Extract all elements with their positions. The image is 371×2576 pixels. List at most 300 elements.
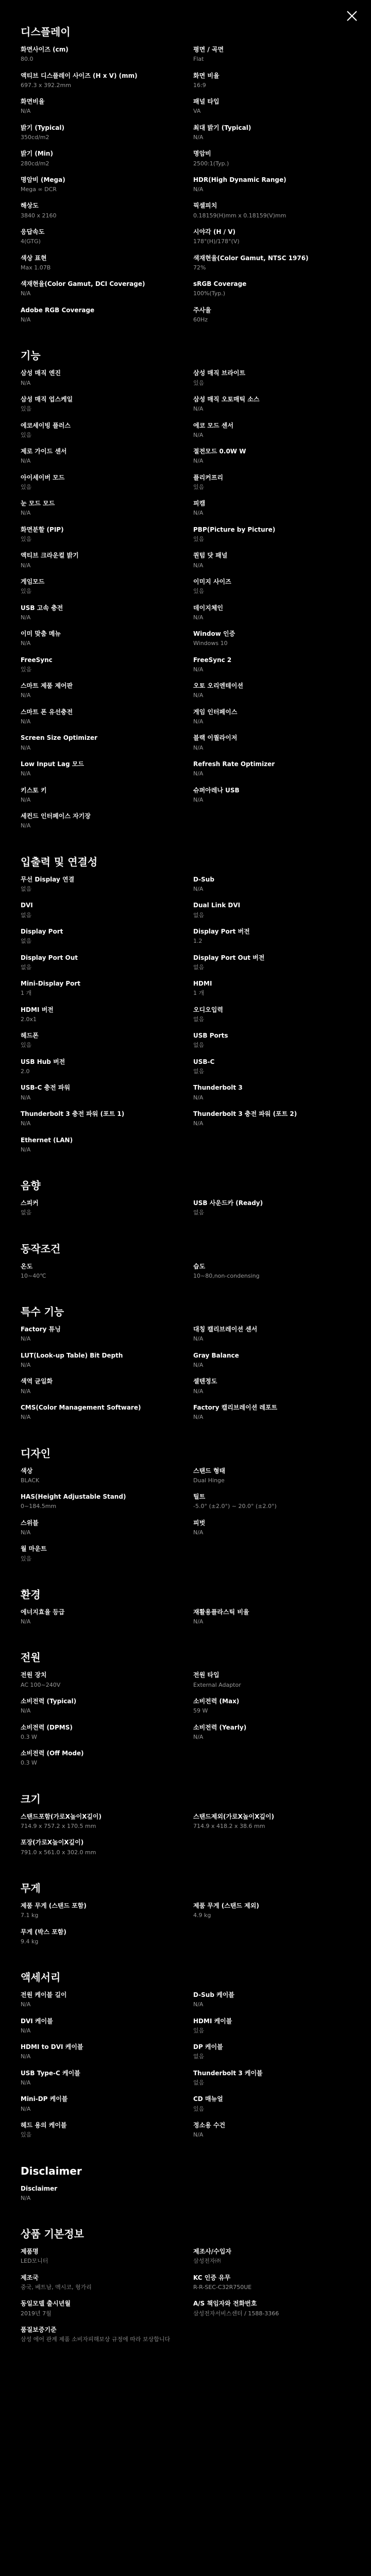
spec-label: 응답속도 (21, 228, 45, 236)
spec-grid (21, 1671, 350, 1775)
spec-value: 714.9 x 418.2 x 38.6 mm (193, 1822, 265, 1829)
spec-value: N/A (193, 457, 204, 465)
spec-item (193, 1377, 350, 1395)
spec-item (193, 1262, 350, 1280)
spec-value: 791.0 x 561.0 x 302.0 mm (21, 1849, 96, 1856)
spec-grid (21, 1262, 350, 1289)
spec-item (21, 551, 178, 569)
spec-label: 세컨드 인터페이스 자기장 (21, 812, 91, 820)
spec-label: USB-C (193, 1058, 215, 1065)
spec-label: FreeSync (21, 656, 53, 664)
spec-item (193, 1006, 350, 1024)
spec-label: USB Type-C 케이블 (21, 2069, 80, 2077)
spec-label: 삼성 매직 오토매틱 소스 (193, 395, 260, 403)
spec-value: N/A (21, 1094, 31, 1101)
spec-value: N/A (193, 1335, 204, 1343)
spec-label: D-Sub 케이블 (193, 1991, 234, 1999)
spec-value: 3840 x 2160 (21, 212, 57, 219)
spec-value: Mega ∞ DCR (21, 186, 57, 193)
spec-item (193, 760, 350, 778)
spec-item (21, 734, 178, 752)
spec-item (21, 954, 178, 972)
spec-item (21, 1403, 178, 1421)
spec-label: 해상도 (21, 202, 39, 210)
spec-value: N/A (193, 692, 204, 699)
spec-item (21, 421, 178, 439)
spec-value: 없음 (21, 885, 32, 892)
spec-section-power (21, 1651, 350, 1775)
spec-value: 있음 (21, 431, 32, 438)
spec-value: N/A (21, 822, 31, 829)
spec-label: CMS(Color Management Software) (21, 1404, 141, 1412)
spec-label: HDMI (193, 980, 212, 988)
spec-label: 제품 무게 (스탠드 포함) (21, 1902, 87, 1909)
spec-value: 있음 (193, 2105, 205, 2112)
spec-section-disclaimer (21, 2165, 350, 2211)
spec-grid (21, 875, 350, 1162)
spec-item (193, 954, 350, 972)
spec-label: 시야각 (H / V) (193, 228, 235, 236)
spec-value: R-R-SEC-C32R750UE (193, 2283, 252, 2291)
spec-item (193, 578, 350, 596)
spec-value: 1.2 (193, 938, 203, 945)
spec-item (193, 927, 350, 945)
spec-label: 피캠 (193, 500, 206, 507)
spec-value: N/A (193, 1120, 204, 1127)
spec-value: N/A (193, 2131, 204, 2139)
spec-item (193, 228, 350, 246)
spec-label: 소비전력 (Off Mode) (21, 1750, 84, 1757)
spec-item (193, 97, 350, 115)
spec-label: D-Sub (193, 875, 214, 883)
spec-label: 색상 표현 (21, 254, 47, 262)
spec-label: 월 마운트 (21, 1545, 47, 1553)
spec-item (21, 1083, 178, 1101)
spec-value: Flat (193, 56, 204, 63)
spec-item (193, 254, 350, 272)
spec-value: N/A (21, 2001, 31, 2008)
spec-label: Display Port Out 버전 (193, 954, 265, 961)
spec-value: External Adaptor (193, 1681, 241, 1688)
spec-item (193, 979, 350, 997)
spec-label: Factory 튜닝 (21, 1326, 61, 1333)
spec-value: N/A (21, 1529, 31, 1536)
spec-item (21, 1697, 178, 1715)
spec-label: 에너지효율 등급 (21, 1608, 65, 1616)
spec-label: Display Port (21, 927, 63, 935)
spec-label: HDR(High Dynamic Range) (193, 176, 286, 183)
spec-value: 삼성전자㈜ (193, 2258, 221, 2265)
spec-item (193, 45, 350, 63)
spec-label: 전원 장치 (21, 1671, 47, 1679)
spec-value: N/A (21, 1387, 31, 1395)
spec-item (21, 2043, 178, 2061)
spec-item (193, 124, 350, 142)
spec-item (21, 526, 178, 544)
spec-item (21, 1325, 178, 1343)
spec-item (21, 1545, 178, 1563)
spec-label: 스마트 제품 제어판 (21, 682, 73, 690)
spec-value: N/A (21, 2027, 31, 2034)
spec-value: N/A (21, 614, 31, 621)
spec-value: N/A (193, 1362, 204, 1369)
spec-item (21, 656, 178, 674)
spec-item (21, 2326, 178, 2344)
spec-label: 제로 가이드 센서 (21, 448, 67, 455)
spec-label: 평면 / 곡면 (193, 46, 224, 53)
spec-value: N/A (21, 1707, 31, 1715)
spec-item (21, 1351, 178, 1369)
spec-item (193, 1351, 350, 1369)
spec-grid (21, 1608, 350, 1634)
spec-item (21, 2274, 178, 2292)
spec-section-features (21, 349, 350, 838)
spec-item (21, 1136, 178, 1154)
spec-section-accessories (21, 1971, 350, 2147)
spec-item (193, 1467, 350, 1485)
spec-section-product_info (21, 2228, 350, 2351)
spec-item (193, 630, 350, 648)
spec-item (193, 656, 350, 674)
spec-label: FreeSync 2 (193, 656, 232, 664)
spec-value: N/A (21, 290, 31, 297)
spec-value: 0~184.5mm (21, 1503, 57, 1510)
spec-item (21, 228, 178, 246)
spec-value: N/A (21, 108, 31, 115)
spec-value: 1 개 (193, 990, 205, 997)
spec-label: 화면분할 (PIP) (21, 526, 64, 533)
spec-item (21, 578, 178, 596)
spec-label: HDMI 케이블 (193, 2017, 232, 2025)
spec-value: 있음 (193, 536, 205, 543)
spec-label: A/S 책임자와 전화번호 (193, 2300, 257, 2308)
spec-label: 명암비 (193, 150, 211, 158)
spec-item (21, 1006, 178, 1024)
spec-value: 없음 (21, 911, 32, 919)
spec-value: 16:9 (193, 81, 206, 89)
spec-value: N/A (193, 796, 204, 803)
spec-value: N/A (193, 614, 204, 621)
section-title: 특수 기능 (21, 1306, 64, 1318)
spec-value: 없음 (193, 911, 205, 919)
spec-value: 2.0 (21, 1068, 30, 1075)
spec-label: 틸트 (193, 1493, 206, 1501)
spec-value: 없음 (21, 1209, 32, 1216)
spec-label: 주사율 (193, 306, 211, 314)
spec-item (21, 1031, 178, 1049)
spec-value: N/A (193, 510, 204, 517)
spec-label: 삼성 매직 업스케일 (21, 395, 73, 403)
spec-value: N/A (21, 2194, 31, 2201)
spec-label: 품질보증기준 (21, 2326, 57, 2333)
spec-label: 플리커프리 (193, 473, 223, 481)
spec-item (21, 306, 178, 324)
spec-label: 재활용플라스틱 비율 (193, 1608, 249, 1616)
spec-item (193, 2017, 350, 2035)
spec-label: 블랙 이퀄라이저 (193, 734, 238, 742)
spec-label: 전원 케이블 길이 (21, 1991, 67, 1999)
spec-value: N/A (193, 1529, 204, 1536)
spec-label: Thunderbolt 3 (193, 1084, 243, 1092)
section-title: 음향 (21, 1179, 41, 1192)
spec-item (193, 1083, 350, 1101)
spec-label: KC 인증 유무 (193, 2274, 231, 2281)
spec-label: 스피커 (21, 1199, 39, 1207)
spec-value: N/A (21, 1414, 31, 1421)
spec-item (193, 473, 350, 492)
spec-item (21, 604, 178, 622)
spec-value: N/A (21, 2053, 31, 2060)
spec-value: 59 W (193, 1707, 208, 1715)
spec-value: 없음 (193, 963, 205, 971)
spec-item (21, 812, 178, 830)
spec-label: DVI (21, 902, 33, 909)
spec-item (21, 708, 178, 726)
spec-value: 10~80,non-condensing (193, 1272, 260, 1279)
spec-label: sRGB Coverage (193, 280, 247, 288)
spec-value: 2500:1(Typ.) (193, 160, 229, 167)
spec-grid (21, 369, 350, 838)
spec-label: 이미 맞춤 메뉴 (21, 630, 61, 638)
spec-label: Display Port Out (21, 954, 78, 961)
spec-item (21, 1377, 178, 1395)
spec-label: 게임모드 (21, 578, 45, 585)
spec-value: 없음 (193, 1015, 205, 1023)
spec-item (21, 682, 178, 700)
spec-value: N/A (193, 562, 204, 569)
section-title: 디스플레이 (21, 26, 71, 38)
spec-label: 전원 타입 (193, 1671, 220, 1679)
spec-label: 오디오입력 (193, 1006, 223, 1013)
spec-item (21, 499, 178, 517)
spec-item (193, 1902, 350, 1920)
spec-item (193, 72, 350, 90)
spec-section-audio (21, 1179, 350, 1225)
spec-label: 소비전력 (DPMS) (21, 1723, 73, 1731)
spec-value: N/A (193, 186, 204, 193)
spec-item (193, 1671, 350, 1689)
spec-label: 제조국 (21, 2274, 39, 2281)
spec-item (21, 1493, 178, 1511)
spec-value: N/A (193, 1414, 204, 1421)
spec-label: PBP(Picture by Picture) (193, 526, 276, 533)
spec-label: 오토 오리엔테이션 (193, 682, 243, 690)
spec-item (21, 1671, 178, 1689)
spec-value: 없음 (21, 963, 32, 971)
spec-value: N/A (21, 510, 31, 517)
spec-item (193, 526, 350, 544)
spec-grid (21, 1467, 350, 1571)
section-title: 상품 기본정보 (21, 2228, 84, 2241)
spec-value: N/A (193, 2001, 204, 2008)
spec-grid (21, 1902, 350, 1954)
spec-value: 없음 (21, 938, 32, 945)
spec-value: 있음 (193, 379, 205, 386)
spec-label: 제품 무게 (스탠드 제외) (193, 1902, 259, 1909)
spec-item (21, 1928, 178, 1946)
spec-value: N/A (193, 666, 204, 673)
spec-value: N/A (193, 1094, 204, 1101)
spec-item (193, 369, 350, 387)
spec-item (21, 2069, 178, 2087)
spec-label: 제조사/수입자 (193, 2248, 231, 2256)
spec-label: 헤드폰 (21, 1032, 39, 1040)
spec-item (193, 1199, 350, 1217)
spec-item (193, 1608, 350, 1626)
spec-item (193, 604, 350, 622)
spec-label: 색재현율(Color Gamut, DCI Coverage) (21, 280, 145, 288)
section-title: Disclaimer (21, 2164, 82, 2177)
spec-value: 삼성전자서비스센터 / 1588-3366 (193, 2310, 279, 2317)
spec-label: Gray Balance (193, 1351, 239, 1359)
spec-value: N/A (21, 718, 31, 725)
spec-value: 없음 (193, 2079, 205, 2087)
spec-label: 스위블 (21, 1519, 39, 1527)
spec-label: 에코세이빙 플러스 (21, 421, 71, 429)
spec-label: USB Ports (193, 1032, 228, 1040)
spec-label: Mini-Display Port (21, 980, 81, 988)
spec-label: 셀텐정도 (193, 1378, 217, 1385)
spec-label: 퀀텀 닷 패널 (193, 552, 228, 560)
spec-value: 1 개 (21, 990, 32, 997)
spec-item (21, 1058, 178, 1076)
spec-value: N/A (193, 1387, 204, 1395)
spec-value: 0.18159(H)mm x 0.18159(V)mm (193, 212, 286, 219)
spec-item (21, 979, 178, 997)
spec-item (21, 2299, 178, 2317)
close-button[interactable] (344, 8, 360, 24)
spec-value: 4.9 kg (193, 1912, 211, 1919)
spec-grid (21, 1812, 350, 1865)
spec-label: 헤드 용의 케이블 (21, 2122, 67, 2129)
spec-item (193, 176, 350, 194)
spec-label: 스탠드제외(가로X높이X깊이) (193, 1812, 274, 1820)
spec-label: 픽셀피치 (193, 202, 217, 210)
spec-label: DVI 케이블 (21, 2017, 53, 2025)
spec-item (21, 1467, 178, 1485)
spec-label: Factory 캘리브레이션 레포트 (193, 1404, 278, 1412)
spec-label: CD 매뉴얼 (193, 2095, 223, 2103)
spec-grid (21, 2184, 350, 2211)
spec-label: USB Hub 버전 (21, 1058, 65, 1065)
spec-value: 72% (193, 264, 206, 271)
spec-label: 화면비율 (21, 98, 45, 106)
spec-section-io (21, 856, 350, 1162)
spec-item (21, 2095, 178, 2113)
spec-label: 무선 Display 연결 (21, 875, 75, 883)
spec-value: Max 1.07B (21, 264, 51, 271)
spec-label: Thunderbolt 3 충전 파워 (포트 2) (193, 1110, 297, 1117)
section-title: 환경 (21, 1588, 41, 1601)
spec-label: 최대 밝기 (Typical) (193, 124, 251, 131)
spec-label: 액티브 디스플레이 사이즈 (H x V) (mm) (21, 72, 138, 79)
spec-item (193, 1031, 350, 1049)
spec-item (21, 1991, 178, 2009)
spec-value: 10~40℃ (21, 1272, 46, 1279)
spec-label: Dual Link DVI (193, 902, 241, 909)
spec-label: Ethernet (LAN) (21, 1136, 73, 1144)
spec-label: HDMI 버전 (21, 1006, 54, 1013)
spec-value: N/A (21, 1362, 31, 1369)
spec-label: Display Port 버전 (193, 927, 250, 935)
spec-label: 동일모델 출시년월 (21, 2300, 71, 2308)
spec-value: 있음 (193, 483, 205, 490)
spec-value: 280cd/m2 (21, 160, 49, 167)
spec-item (193, 149, 350, 167)
spec-label: 키스토 키 (21, 786, 47, 794)
spec-section-eco (21, 1588, 350, 1634)
spec-label: 소비전력 (Typical) (21, 1698, 77, 1705)
section-title: 무게 (21, 1882, 41, 1894)
spec-section-conditions (21, 1243, 350, 1289)
spec-label: 데이지체인 (193, 604, 223, 612)
spec-label: 삼성 매직 브라이트 (193, 369, 246, 377)
spec-label: 무게 (박스 포함) (21, 1928, 66, 1936)
spec-item (21, 1110, 178, 1128)
spec-value: 있음 (21, 1042, 32, 1049)
spec-value: N/A (193, 885, 204, 892)
spec-item (21, 1723, 178, 1741)
spec-value: N/A (21, 770, 31, 777)
spec-item (193, 421, 350, 439)
spec-value: 없음 (193, 2053, 205, 2060)
spec-label: Mini-DP 케이블 (21, 2095, 68, 2103)
spec-value: N/A (193, 718, 204, 725)
spec-value: BLACK (21, 1477, 40, 1484)
spec-value: N/A (193, 431, 204, 438)
spec-item (21, 473, 178, 492)
spec-section-design (21, 1447, 350, 1571)
spec-value: N/A (21, 1618, 31, 1625)
spec-item (21, 201, 178, 219)
spec-label: 정소용 수건 (193, 2122, 226, 2129)
spec-item (21, 760, 178, 778)
spec-value: 없음 (193, 1068, 205, 1075)
spec-value: N/A (193, 744, 204, 751)
spec-value: -5.0° (±2.0°) ~ 20.0° (±2.0°) (193, 1503, 277, 1510)
spec-value: 삼성 에어 관계 제품 소비자피해보상 규정에 따라 보상합니다 (21, 2336, 171, 2343)
spec-item (193, 734, 350, 752)
spec-section-special (21, 1306, 350, 1429)
spec-grid (21, 1991, 350, 2147)
spec-value: N/A (21, 796, 31, 803)
spec-value: N/A (193, 405, 204, 413)
spec-label: 밝기 (Min) (21, 150, 53, 158)
spec-item (193, 708, 350, 726)
spec-grid (21, 1325, 350, 1429)
section-title: 크기 (21, 1792, 41, 1805)
spec-label: 색역 균일화 (21, 1378, 53, 1385)
spec-section-display (21, 26, 350, 332)
spec-value: N/A (21, 1120, 31, 1127)
spec-label: 눈 모드 모드 (21, 500, 55, 507)
spec-item (21, 254, 178, 272)
spec-label: 스탠드 형태 (193, 1467, 226, 1475)
spec-value: 178°(H)/178°(V) (193, 238, 240, 245)
spec-label: Thunderbolt 3 충전 파워 (포트 1) (21, 1110, 125, 1117)
spec-label: 대칭 캘리브레이션 센서 (193, 1326, 258, 1333)
spec-value: 9.4 kg (21, 1938, 39, 1945)
spec-value: N/A (21, 379, 31, 386)
spec-value: 2.0x1 (21, 1015, 37, 1023)
spec-label: 화면 비율 (193, 72, 220, 79)
spec-item (193, 395, 350, 413)
spec-label: 아이세이버 모드 (21, 473, 65, 481)
spec-label: 패널 타입 (193, 98, 220, 106)
spec-label: 화면사이즈 (cm) (21, 46, 69, 53)
spec-value: 있음 (193, 588, 205, 595)
section-title: 동작조건 (21, 1242, 61, 1255)
